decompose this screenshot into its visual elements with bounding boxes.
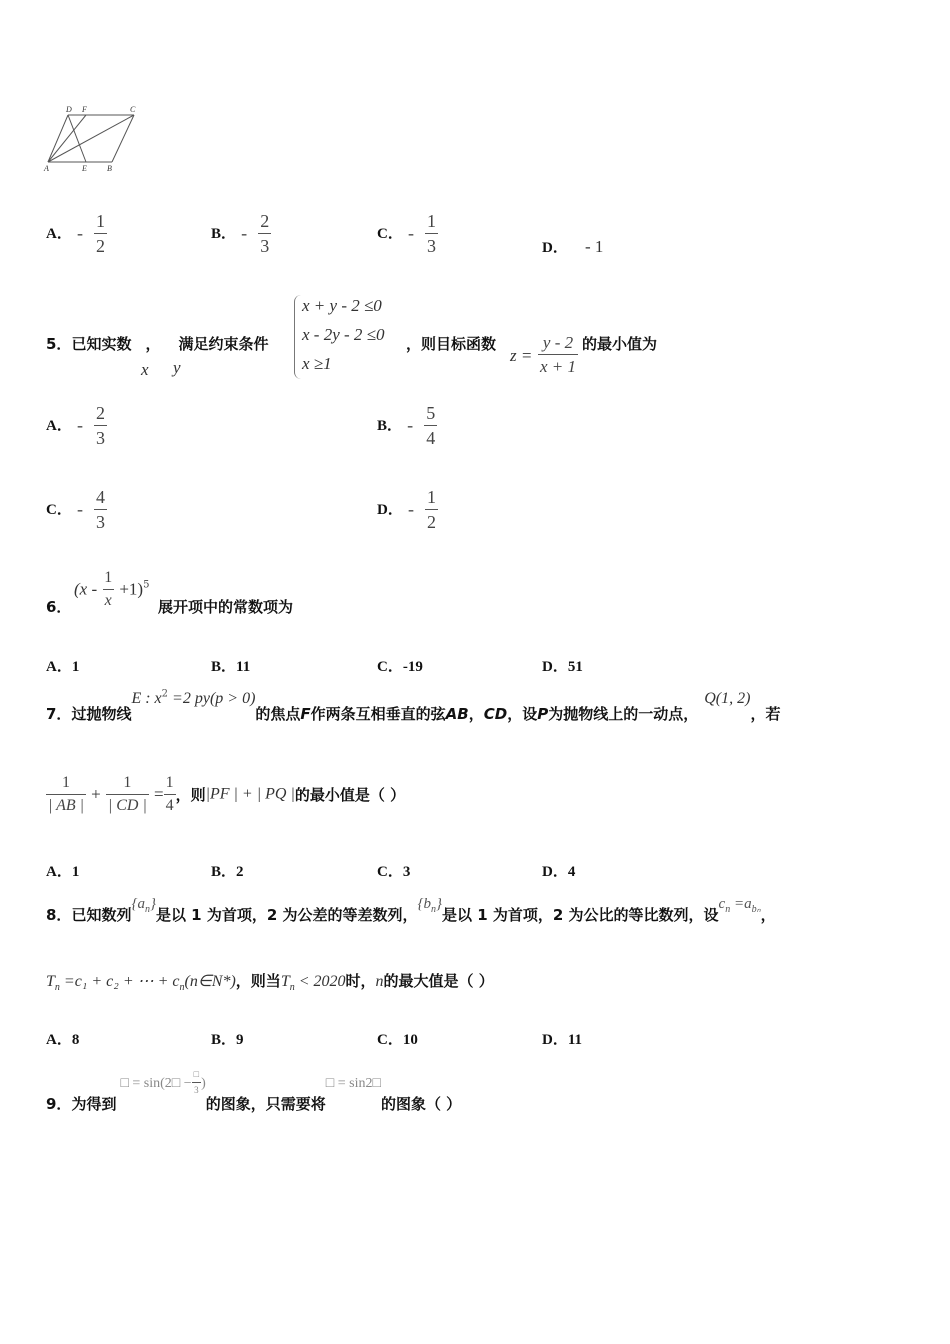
- q6-expression: (x - $\frac{1}{x}$ +1)$^5$: [74, 569, 150, 609]
- q6-option-d[interactable]: D．51: [542, 659, 583, 675]
- q6-option-b[interactable]: B．11: [211, 659, 251, 675]
- neg-sign: -: [407, 499, 414, 519]
- q8-option-d[interactable]: D．11: [542, 1032, 583, 1048]
- var-y: y: [173, 358, 181, 377]
- fraction: $\frac{2}{3}$: [96, 403, 106, 448]
- constraint-3: x ≥1: [302, 354, 332, 373]
- z-fraction: $\frac{y - 2}{x + 1}$: [540, 333, 577, 376]
- q8-option-b[interactable]: B．9: [211, 1032, 244, 1048]
- neg-sign: -: [76, 223, 83, 243]
- option-letter: B．: [377, 418, 403, 434]
- q6-stem: 展开项中的常数项为: [158, 598, 294, 616]
- q5-option-c[interactable]: [46, 488, 107, 531]
- q7-option-a[interactable]: A．1: [46, 864, 80, 880]
- q6-option-c[interactable]: C．-19: [377, 659, 423, 675]
- option-letter: B．: [211, 226, 237, 242]
- q4-option-b[interactable]: [211, 212, 271, 255]
- neg-sign: -: [76, 415, 83, 435]
- q8-stem-line2: $T_n =c_1 + c_2$ + ⋯ + $c_n(n\in N*)$，则当$T_n < 2020$时，n的最大值是（ ）: [46, 972, 494, 994]
- q6-number: 6．: [46, 598, 72, 616]
- option-letter: C．: [46, 502, 72, 518]
- label-A: A: [44, 164, 49, 173]
- q7-option-d[interactable]: D．4: [542, 864, 576, 880]
- q4-option-d[interactable]: [542, 236, 603, 257]
- fraction: $\frac{1}{2}$: [96, 211, 106, 256]
- option-letter: A．: [46, 226, 72, 242]
- q7-stem-line2: $\frac{1}{| AB |}$ + $\frac{1}{| CD |}$ = $\frac{1}{4}$ ，则|PF | + | PQ |的最小值是（ ）: [48, 774, 406, 814]
- q9-stem: 9．为得到□ = sin(2□ − $\frac{□}{3}$ )的图象，只需要将□ = sin2□的图象（ ）: [46, 1069, 462, 1113]
- q5-stem-end: 的最小值为: [582, 335, 658, 353]
- z-label: z =: [510, 346, 533, 365]
- q6-option-a[interactable]: A．1: [46, 659, 80, 675]
- q5-option-b[interactable]: [377, 404, 437, 447]
- q5-option-d[interactable]: [377, 488, 438, 531]
- fraction: $\frac{1}{3}$: [427, 211, 437, 256]
- label-F: F: [82, 105, 87, 114]
- q8-stem-line1: 8．已知数列$\{a_n\}$是以 1 为首项，2 为公差的等差数列，$\{b_n\}$是以 1 为首项，2 为公比的等比数列，设$c_n =a_{b_n}$，: [46, 896, 776, 924]
- q7-option-b[interactable]: B．2: [211, 864, 244, 880]
- fraction: $\frac{1}{2}$: [427, 487, 437, 532]
- label-E: E: [82, 164, 87, 173]
- q8-option-a[interactable]: A．8: [46, 1032, 80, 1048]
- q5-stem-mid: ，则目标函数: [406, 335, 497, 353]
- label-D: D: [66, 105, 72, 114]
- q5-stem-start: 5．已知实数 ， 满足约束条件: [46, 335, 269, 353]
- fraction: $\frac{4}{3}$: [96, 487, 106, 532]
- fraction: $\frac{2}{3}$: [260, 211, 270, 256]
- neg-sign: -: [241, 223, 248, 243]
- option-letter: D．: [377, 502, 403, 518]
- constraint-1: x + y - 2 ≤0: [302, 296, 382, 315]
- neg-sign: -: [76, 499, 83, 519]
- var-x: x: [141, 360, 149, 379]
- q4-option-c[interactable]: [377, 212, 438, 255]
- label-B: B: [107, 164, 112, 173]
- fraction: $\frac{5}{4}$: [426, 403, 436, 448]
- q8-option-c[interactable]: C．10: [377, 1032, 418, 1048]
- parallelogram-figure: [40, 100, 150, 180]
- q4-option-a[interactable]: [46, 212, 107, 255]
- q7-option-c[interactable]: C．3: [377, 864, 411, 880]
- q7-stem-line1: 7．过抛物线E : $x^2 =2$ py(p > 0)的焦点F作两条互相垂直的弦AB，CD，设P为抛物线上的一动点，Q(1, 2)，若: [46, 688, 781, 723]
- constraint-brace: [294, 295, 301, 379]
- option-value: - 1: [584, 237, 604, 256]
- label-C: C: [130, 105, 136, 114]
- neg-sign: -: [407, 223, 414, 243]
- neg-sign: -: [407, 415, 414, 435]
- option-letter: D．: [542, 240, 568, 256]
- option-letter: C．: [377, 226, 403, 242]
- option-letter: A．: [46, 418, 72, 434]
- q5-option-a[interactable]: [46, 404, 107, 447]
- constraint-2: x - 2y - 2 ≤0: [302, 325, 385, 344]
